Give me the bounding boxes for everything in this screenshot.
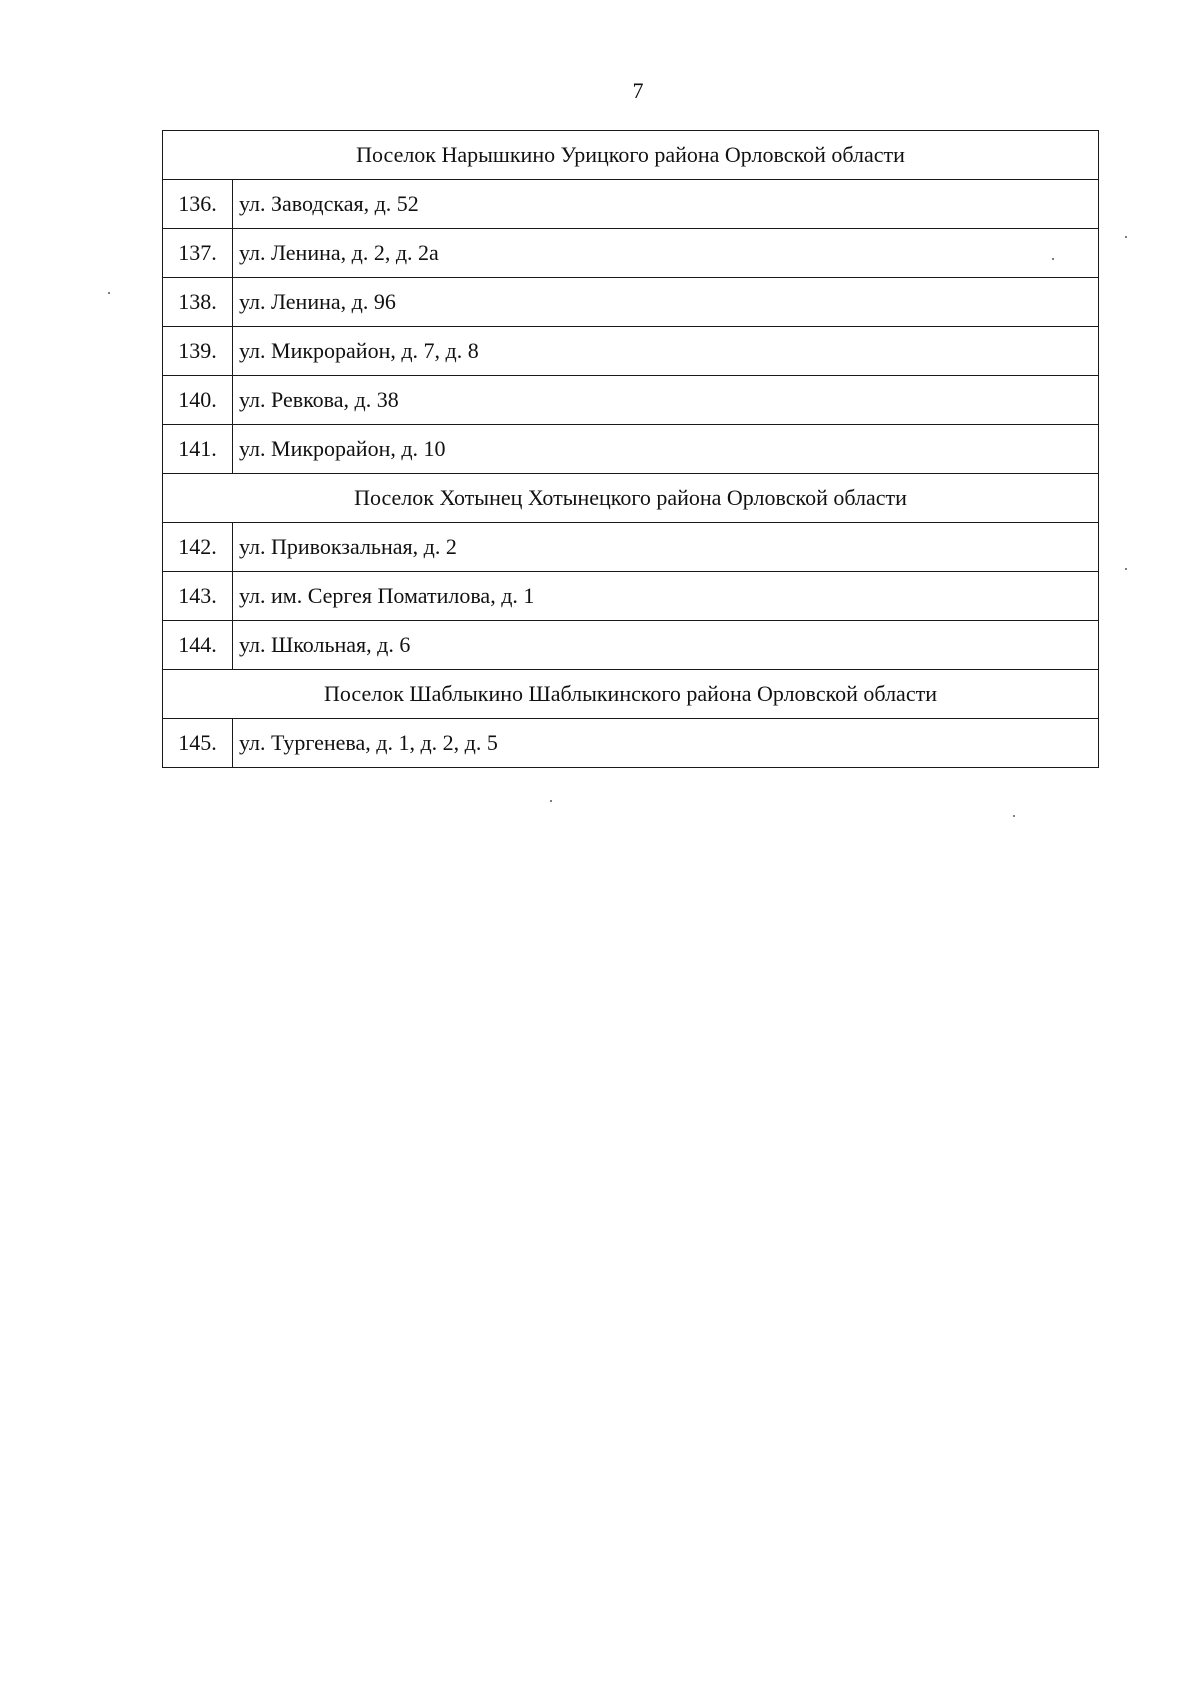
scan-speck: [550, 800, 552, 802]
table-row: [163, 425, 1099, 474]
row-address: ул. Ленина, д. 96: [233, 278, 1099, 327]
table-row: [163, 621, 1099, 670]
section-title: Поселок Шаблыкино Шаблыкинского района Орловской области: [163, 670, 1099, 719]
row-number: 137.: [163, 229, 233, 278]
row-address: ул. Ленина, д. 2, д. 2а: [233, 229, 1099, 278]
section-header-row: [163, 670, 1099, 719]
section-title: Поселок Нарышкино Урицкого района Орловской области: [163, 131, 1099, 180]
table-row: [163, 229, 1099, 278]
scan-speck: [108, 292, 110, 294]
table-row: [163, 180, 1099, 229]
row-number: 139.: [163, 327, 233, 376]
table-row: [163, 523, 1099, 572]
page-number: 7: [632, 78, 644, 103]
address-table: [162, 130, 1099, 768]
row-number: 141.: [163, 425, 233, 474]
row-number: 136.: [163, 180, 233, 229]
row-address: ул. Микрорайон, д. 7, д. 8: [233, 327, 1099, 376]
row-number: 138.: [163, 278, 233, 327]
section-title: Поселок Хотынец Хотынецкого района Орловской области: [163, 474, 1099, 523]
scan-speck: [1052, 258, 1054, 260]
row-address: ул. Тургенева, д. 1, д. 2, д. 5: [233, 719, 1099, 768]
row-address: ул. им. Сергея Поматилова, д. 1: [233, 572, 1099, 621]
row-number: 143.: [163, 572, 233, 621]
row-number: 145.: [163, 719, 233, 768]
row-number: 140.: [163, 376, 233, 425]
scan-speck: [1125, 236, 1127, 238]
row-number: 142.: [163, 523, 233, 572]
table-row: [163, 719, 1099, 768]
row-address: ул. Ревкова, д. 38: [233, 376, 1099, 425]
table-row: [163, 278, 1099, 327]
row-address: ул. Микрорайон, д. 10: [233, 425, 1099, 474]
row-address: ул. Привокзальная, д. 2: [233, 523, 1099, 572]
row-address: ул. Школьная, д. 6: [233, 621, 1099, 670]
table-row: [163, 376, 1099, 425]
scan-speck: [1013, 815, 1015, 817]
table-row: [163, 572, 1099, 621]
section-header-row: [163, 474, 1099, 523]
row-address: ул. Заводская, д. 52: [233, 180, 1099, 229]
section-header-row: [163, 131, 1099, 180]
table-row: [163, 327, 1099, 376]
scan-speck: [1125, 568, 1127, 570]
row-number: 144.: [163, 621, 233, 670]
